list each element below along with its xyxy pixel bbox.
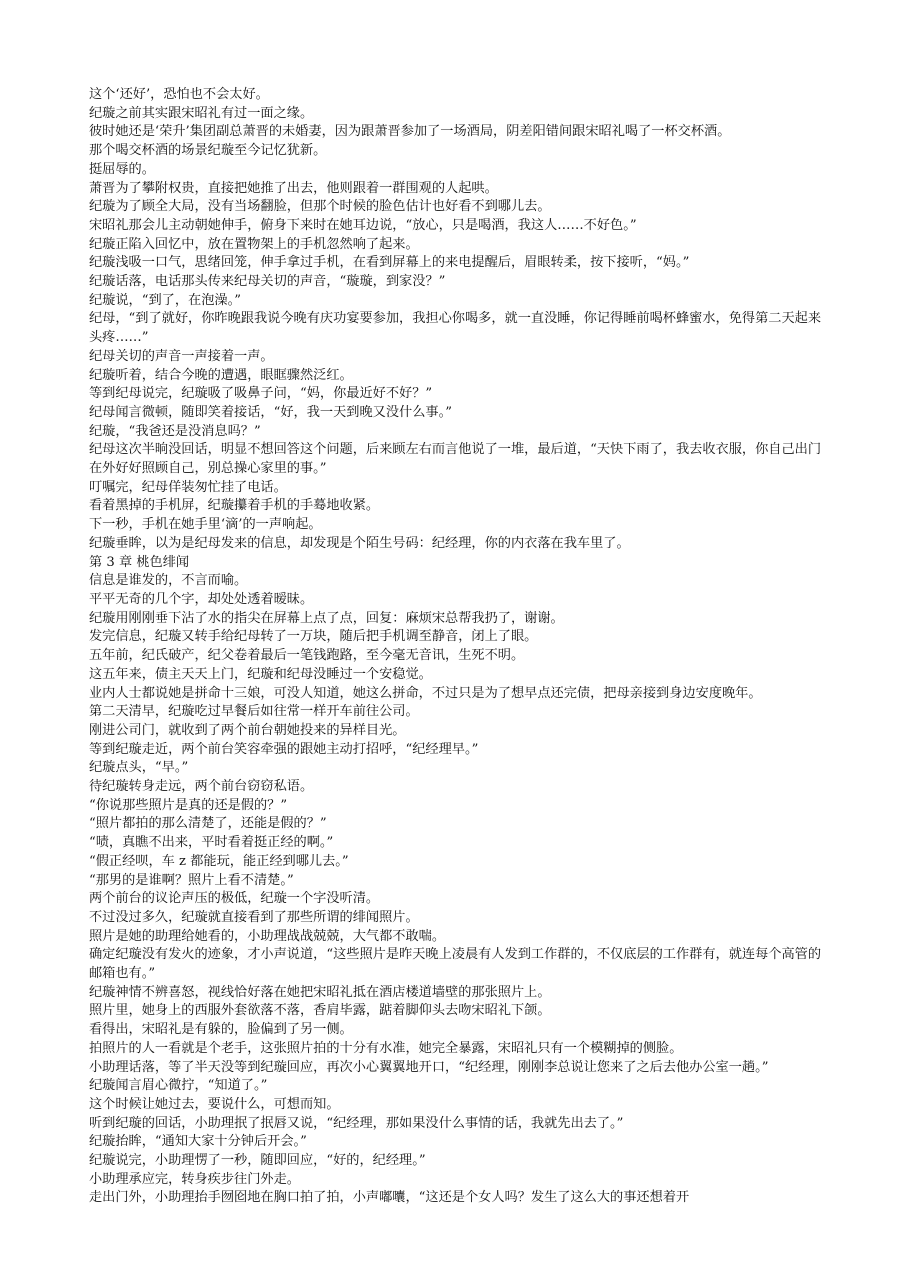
document-body: [89, 86, 829, 1208]
paragraph: 走出门外，小助理抬手囫囵地在胸口拍了拍，小声嘟囔，“这还是个女人吗？发生了这么大的事还想着开: [89, 1190, 690, 1206]
paragraph: 看着黑掉的手机屏，纪璇攥着手机的手蓦地收紧。: [89, 498, 380, 514]
paragraph: 纪母关切的声音一声接着一声。: [89, 348, 274, 364]
paragraph: 五年前，纪氏破产，纪父卷着最后一笔钱跑路，至今毫无音讯，生死不明。: [89, 648, 525, 664]
paragraph: 彼时她还是‘荣升’集团副总萧晋的未婚妻，因为跟萧晋参加了一场酒局，阴差阳错间跟宋昭礼喝了一杯交杯酒。: [89, 124, 731, 140]
paragraph: “照片都拍的那么清楚了，还能是假的？”: [89, 816, 327, 832]
paragraph: 这五年来，债主天天上门，纪璇和纪母没睡过一个安稳觉。: [89, 666, 432, 682]
paragraph: 纪璇浅吸一口气，思绪回笼，伸手拿过手机，在看到屏幕上的来电提醒后，眉眼转柔，按下接听，“妈。”: [89, 255, 690, 271]
paragraph: 刚进公司门，就收到了两个前台朝她投来的异样目光。: [89, 722, 406, 738]
paragraph: 纪璇神情不辨喜怒，视线恰好落在她把宋昭礼抵在酒店楼道墙壁的那张照片上。: [89, 984, 551, 1000]
paragraph: 纪母这次半晌没回话，明显不想回答这个问题，后来顾左右而言他说了一堆，最后道，“天快下雨了，我去收衣服，你自己出门在外好好照顾自己，别总操心家里的事。”: [89, 442, 822, 477]
paragraph: 这个时候让她过去，要说什么，可想而知。: [89, 1096, 340, 1112]
paragraph: 小助理话落，等了半天没等到纪璇回应，再次小心翼翼地开口，“纪经理，刚刚李总说让您来了之后去他办公室一趟。”: [89, 1059, 769, 1075]
paragraph: 纪璇正陷入回忆中，放在置物架上的手机忽然响了起来。: [89, 236, 419, 252]
paragraph: 纪璇闻言眉心微拧，“知道了。”: [89, 1078, 268, 1094]
paragraph: 确定纪璇没有发火的迹象，才小声说道，“这些照片是昨天晚上凌晨有人发到工作群的，不仅底层的工作群有，就连每个高管的邮箱也有。”: [89, 947, 822, 982]
paragraph: 照片里，她身上的西服外套欲落不落，香肩毕露，踮着脚仰头去吻宋昭礼下颌。: [89, 1003, 551, 1019]
paragraph: 信息是谁发的，不言而喻。: [89, 573, 248, 589]
paragraph: 待纪璇转身走远，两个前台窃窃私语。: [89, 779, 314, 795]
paragraph: 纪璇话落，电话那头传来纪母关切的声音，“璇璇，到家没？”: [89, 274, 446, 290]
paragraph: 纪璇为了顾全大局，没有当场翻脸，但那个时候的脸色估计也好看不到哪儿去。: [89, 199, 551, 215]
paragraph: 纪璇用刚刚垂下沾了水的指尖在屏幕上点了点，回复：麻烦宋总帮我扔了，谢谢。: [89, 610, 564, 626]
paragraph: 纪母闻言微顿，随即笑着接话，“好，我一天到晚又没什么事。”: [89, 404, 452, 420]
paragraph: 小助理承应完，转身疾步往门外走。: [89, 1171, 300, 1187]
paragraph: 等到纪璇走近，两个前台笑容牵强的跟她主动打招呼，“纪经理早。”: [89, 741, 479, 757]
paragraph: 叮嘱完，纪母佯装匆忙挂了电话。: [89, 479, 287, 495]
paragraph: 宋昭礼那会儿主动朝她伸手，俯身下来时在她耳边说，“放心，只是喝酒，我这人……不好色。”: [89, 217, 637, 233]
paragraph: 纪璇抬眸，“通知大家十分钟后开会。”: [89, 1134, 307, 1150]
paragraph: 两个前台的议论声压的极低，纪璇一个字没听清。: [89, 891, 380, 907]
paragraph: 纪母，“到了就好，你昨晚跟我说今晚有庆功宴要参加，我担心你喝多，就一直没睡，你记得睡前喝杯蜂蜜水，免得第二天起来头疼……”: [89, 311, 822, 346]
paragraph: “你说那些照片是真的还是假的？”: [89, 797, 288, 813]
paragraph: 这个‘还好’，恐怕也不会太好。: [89, 87, 269, 102]
paragraph: 业内人士都说她是拼命十三娘，可没人知道，她这么拼命，不过只是为了想早点还完债，把母亲接到身边安度晚年。: [89, 685, 762, 701]
paragraph: 第 3 章 桃色绯闻: [89, 554, 190, 570]
paragraph: “啧，真瞧不出来，平时看着挺正经的啊。”: [89, 835, 334, 851]
paragraph: “那男的是谁啊？照片上看不清楚。”: [89, 872, 294, 888]
paragraph: 等到纪母说完，纪璇吸了吸鼻子问，“妈，你最近好不好？”: [89, 386, 433, 402]
paragraph: 纪璇点头，“早。”: [89, 760, 189, 776]
paragraph: 照片是她的助理给她看的，小助理战战兢兢，大气都不敢喘。: [89, 928, 446, 944]
paragraph: 纪璇听着，结合今晚的遭遇，眼眶骤然泛红。: [89, 367, 353, 383]
paragraph: 萧晋为了攀附权贵，直接把她推了出去，他则跟着一群围观的人起哄。: [89, 180, 498, 196]
paragraph: 平平无奇的几个字，却处处透着暧昧。: [89, 591, 314, 607]
paragraph: 下一秒，手机在她手里‘滴’的一声响起。: [89, 517, 322, 533]
paragraph: 看得出，宋昭礼是有躲的，脸偏到了另一侧。: [89, 1022, 353, 1038]
paragraph: 拍照片的人一看就是个老手，这张照片拍的十分有水准，她完全暴露，宋昭礼只有一个模糊掉的侧脸。: [89, 1040, 683, 1056]
paragraph: 纪璇说完，小助理愣了一秒，随即回应，“好的，纪经理。”: [89, 1153, 426, 1169]
paragraph: 挺屈辱的。: [89, 161, 155, 177]
paragraph: 纪璇，“我爸还是没消息吗？”: [89, 423, 261, 439]
paragraph: 发完信息，纪璇又转手给纪母转了一万块，随后把手机调至静音，闭上了眼。: [89, 629, 538, 645]
paragraph: 第二天清早，纪璇吃过早餐后如往常一样开车前往公司。: [89, 704, 419, 720]
paragraph: 那个喝交杯酒的场景纪璇至今记忆犹新。: [89, 143, 327, 159]
paragraph: “假正经呗，车 z 都能玩，能正经到哪儿去。”: [89, 853, 349, 869]
paragraph: 不过没过多久，纪璇就直接看到了那些所谓的绯闻照片。: [89, 909, 419, 925]
paragraph: 纪璇垂眸，以为是纪母发来的信息，却发现是个陌生号码：纪经理，你的内衣落在我车里了。: [89, 535, 630, 551]
paragraph: 纪璇之前其实跟宋昭礼有过一面之缘。: [89, 105, 314, 121]
paragraph: 听到纪璇的回话，小助理抿了抿唇又说，“纪经理，那如果没什么事情的话，我就先出去了。”: [89, 1115, 624, 1131]
paragraph: 纪璇说，“到了，在泡澡。”: [89, 292, 241, 308]
